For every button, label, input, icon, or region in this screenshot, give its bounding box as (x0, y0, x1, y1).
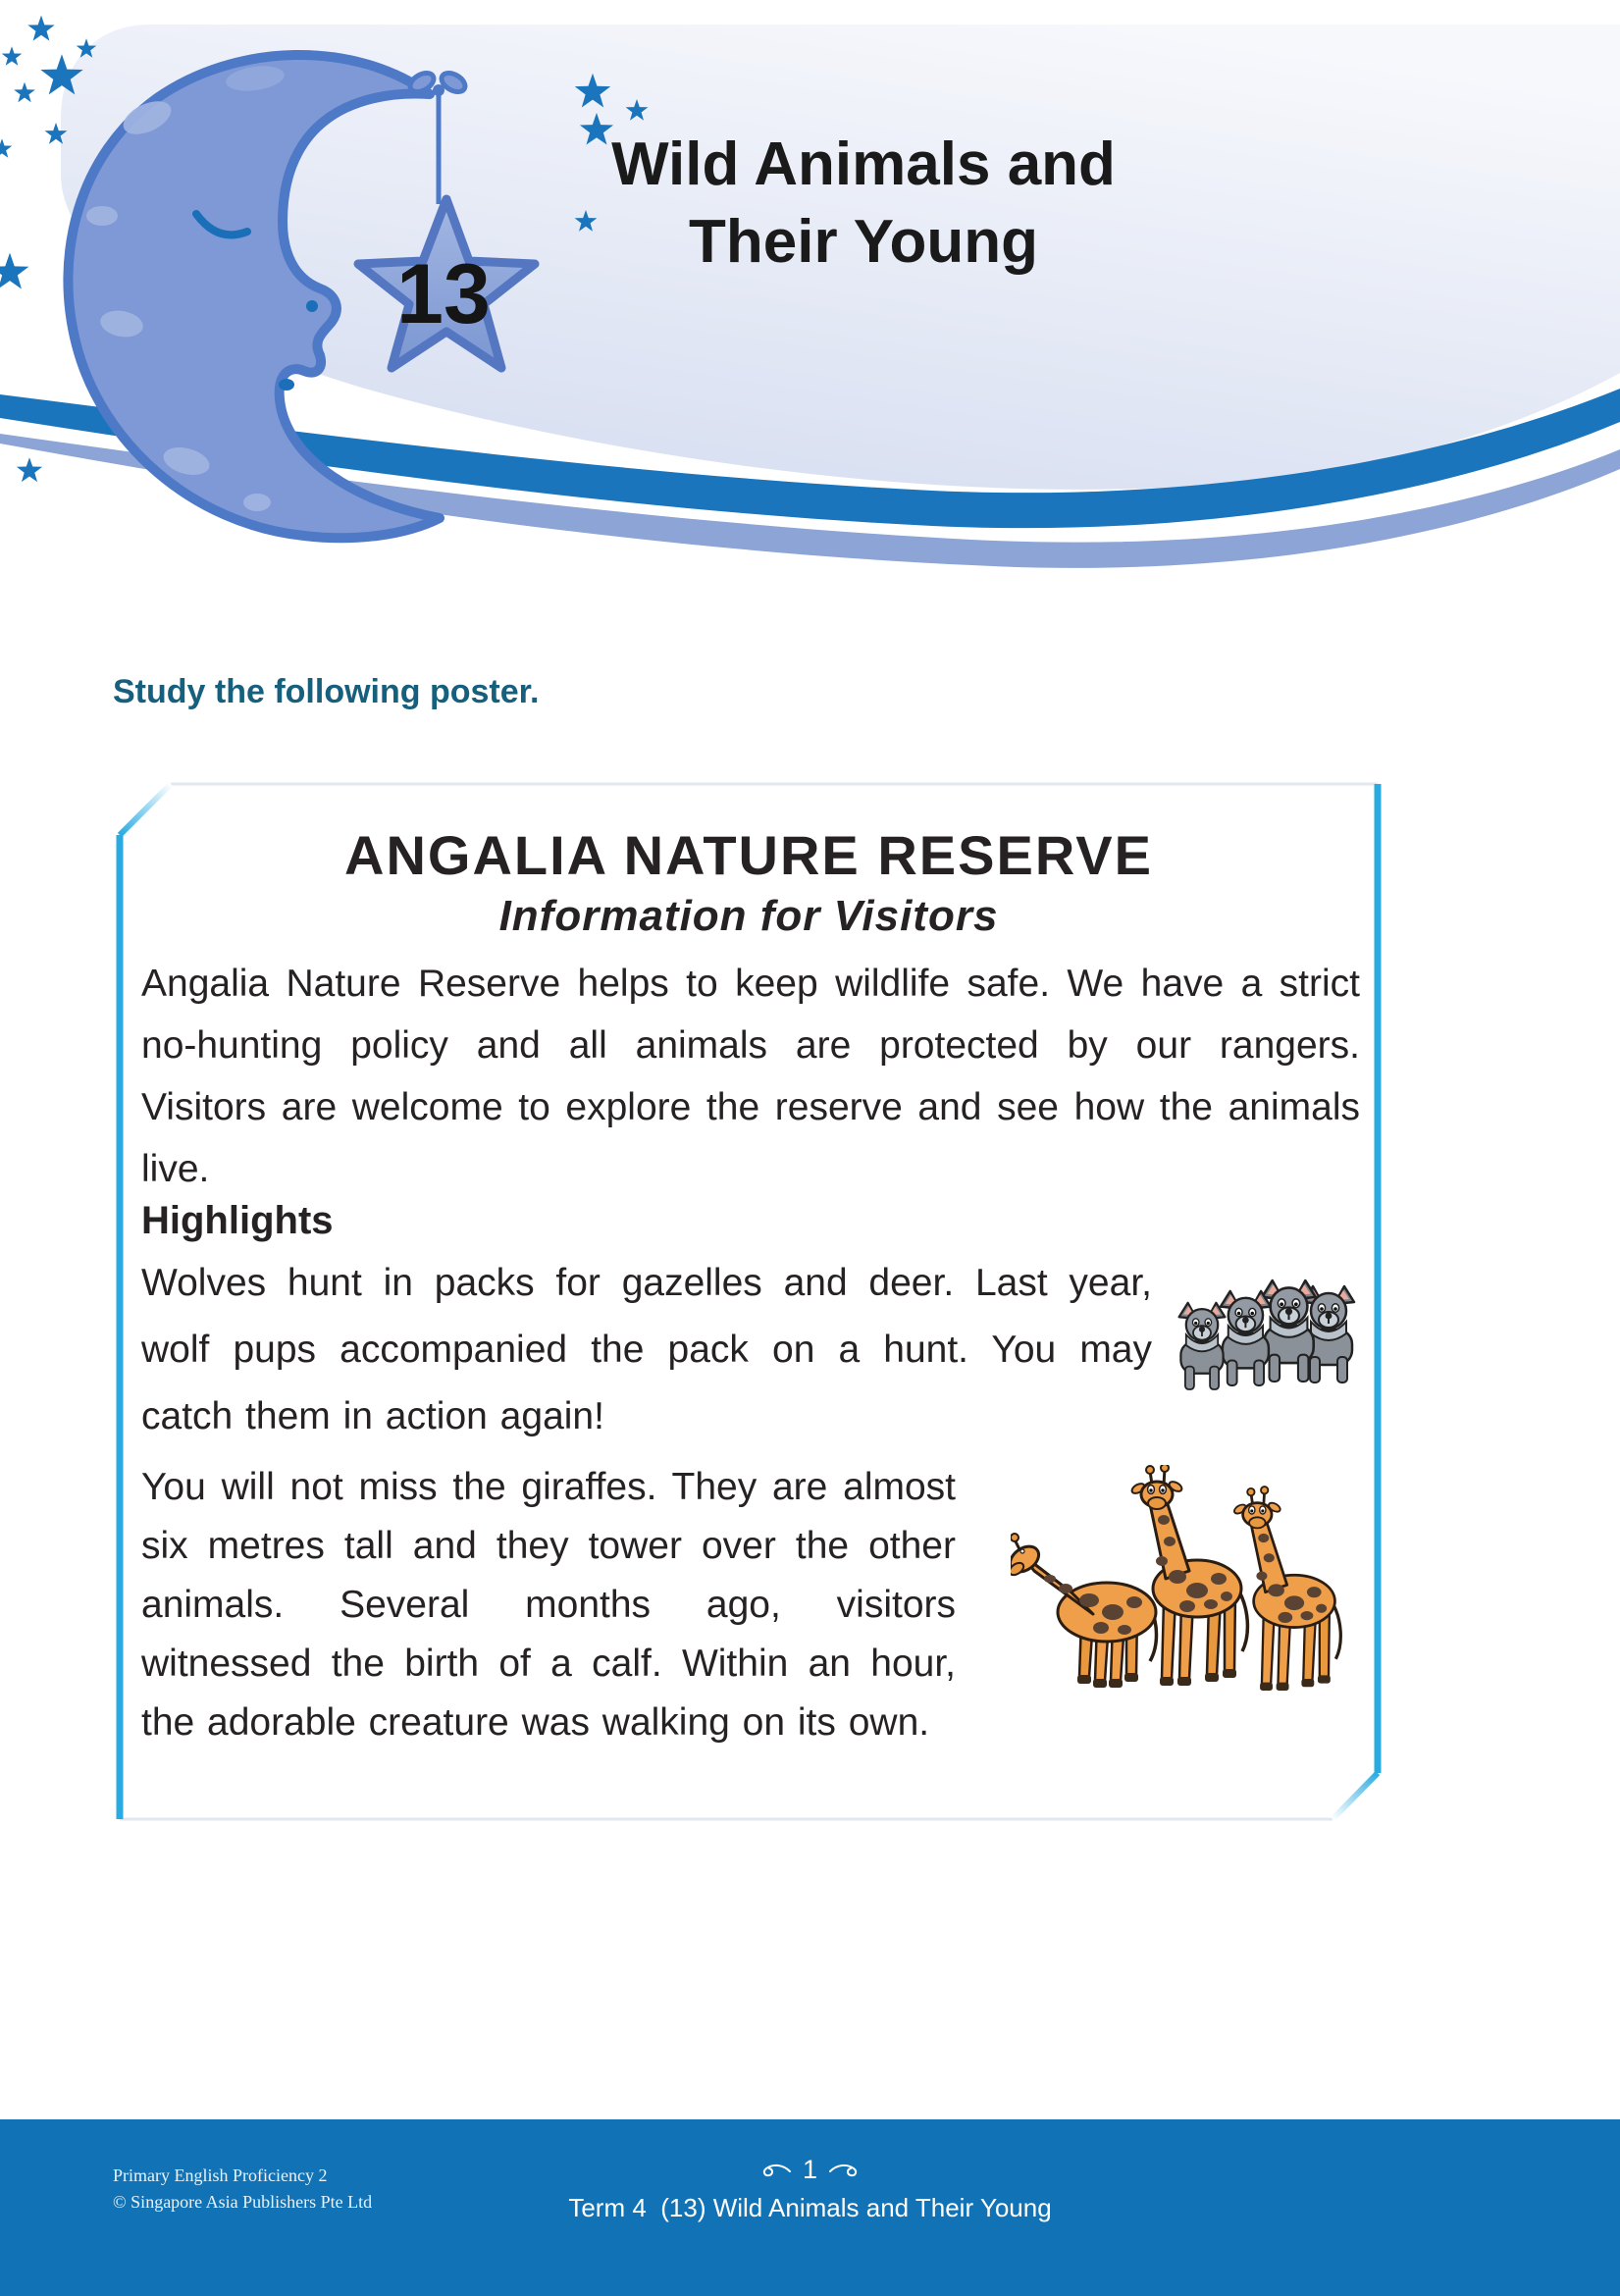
instruction-text: Study the following poster. (113, 673, 540, 710)
footer-series: Primary English Proficiency 2 (113, 2166, 328, 2185)
moon-chin-dot (279, 379, 294, 391)
wolves-paragraph: Wolves hunt in packs for gazelles and deer. Last year, wolf pups accompanied the pack on a hunt. You may catch them in action again! (141, 1262, 1152, 1437)
page-title (559, 126, 1168, 282)
highlights-heading: Highlights (141, 1199, 334, 1242)
moon-nostril (306, 300, 318, 312)
poster-subtitle: Information for Visitors (498, 892, 999, 940)
giraffes-illustration (1011, 1465, 1372, 1693)
poster-title: ANGALIA NATURE RESERVE (344, 824, 1153, 886)
poster-box (116, 780, 1382, 1826)
footer-chapter: Term 4 (13) Wild Animals and Their Young (568, 2193, 1052, 2222)
page-number: 1 (802, 2155, 818, 2184)
wolf-pack-illustration (1174, 1278, 1370, 1394)
page-title-line2: Their Young (689, 208, 1038, 277)
footer-copyright: © Singapore Asia Publishers Pte Ltd (113, 2192, 373, 2212)
poster-intro-paragraph: Angalia Nature Reserve helps to keep wildlife safe. We have a strict no-hunting policy and all animals are protected by our rangers. Visitors are welcome to explore the reserve and see how the animals live. (141, 963, 1360, 1190)
header-illustration (0, 0, 1620, 608)
unit-number: 13 (396, 247, 491, 341)
giraffes-paragraph: You will not miss the giraffes. They are almost six metres tall and they tower over the other animals. Several months ago, visitors witnessed the birth of a calf. Within an hour, the adorable creature was walking on its own. (141, 1466, 956, 1744)
flourish-right-icon (829, 2163, 859, 2178)
flourish-left-icon (761, 2163, 791, 2178)
giraffe-bending (1011, 1534, 1157, 1688)
footer-center-block (0, 2155, 1620, 2223)
page-marker (761, 2155, 859, 2185)
footer-band (0, 2119, 1620, 2296)
page-title-line1: Wild Animals and (611, 130, 1116, 198)
